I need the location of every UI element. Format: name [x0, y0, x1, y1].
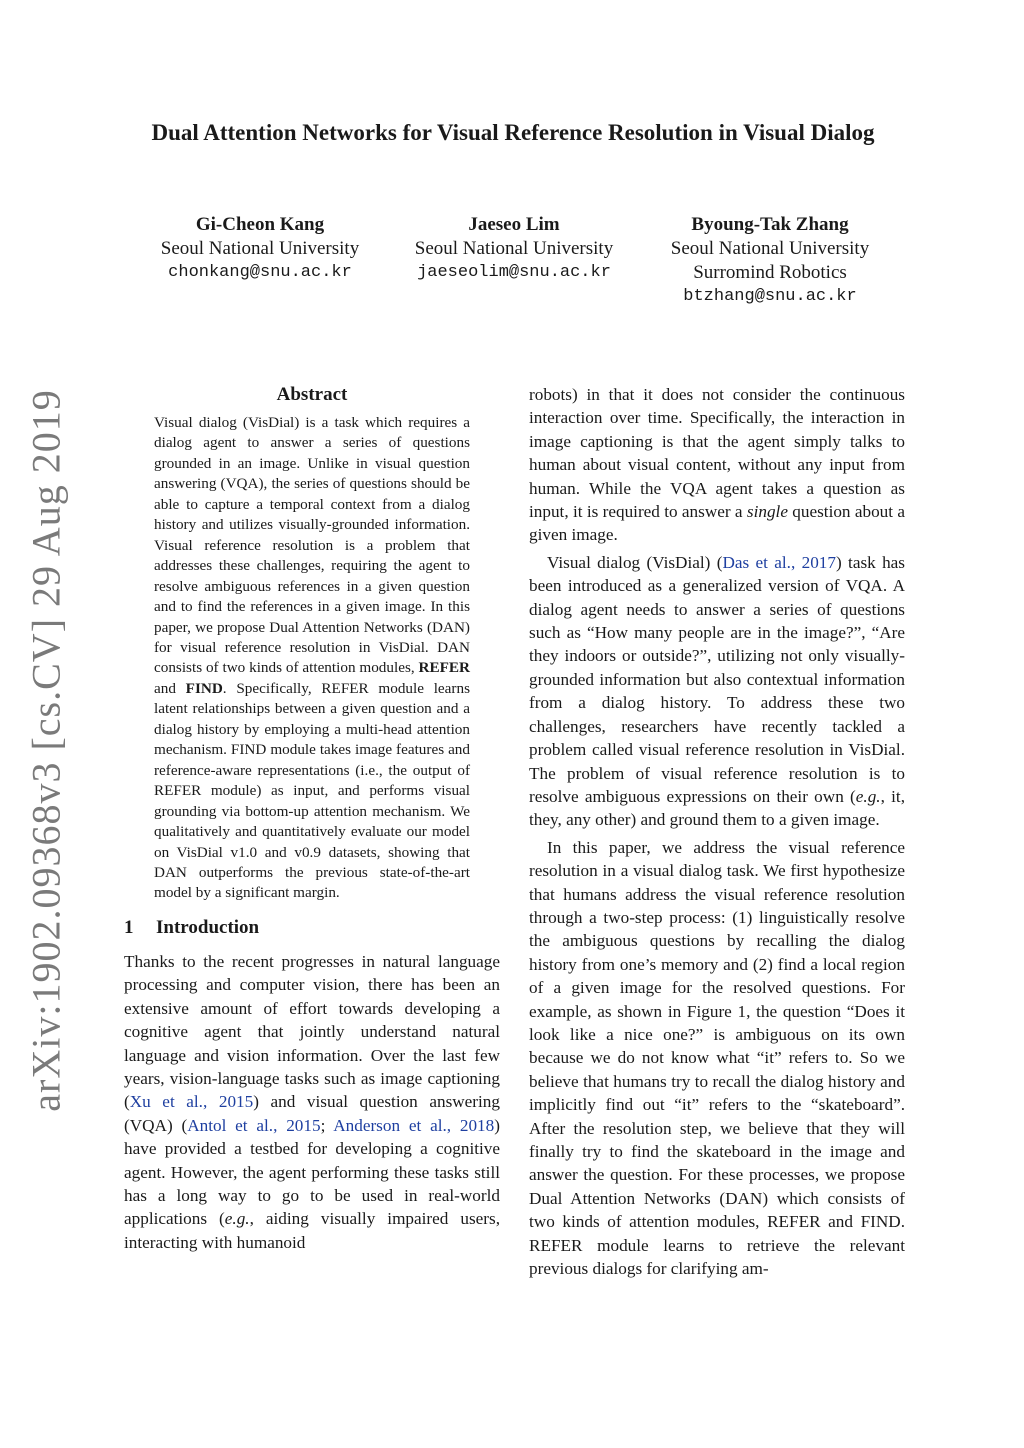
- author-name: Gi-Cheon Kang: [195, 214, 325, 235]
- intro-paragraph-3: In this paper, we address the visual reference resolution in a visual dialog task. We first hypothesize that humans address the visual reference resolution through a two-step process: (1) linguistically resolve the ambiguous questions by recalling the dialog history from one’s memory and (2) find a local region of a given image for the resolved questions. For example, as shown in Figure 1, the question “Does it look like a nice one?” is ambiguous on its own because we do not know what “it” refers to. So we believe that humans try to recall the dialog history and implicitly find out “it” refers to the “skateboard”. After the resolution step, we believe that they will finally try to find the skateboard in the image and answer the question. For these processes, we propose Dual Attention Networks (DAN) which consists of two kinds of attention modules, REFER and FIND. REFER module learns to retrieve the relevant previous dialogs for clarifying am-: [529, 837, 905, 1279]
- author-affiliation: Seoul National University: [670, 238, 870, 259]
- intro-paragraph-1-part-2: robots) in that it does not consider the continuous interaction over time. Specifically, the interaction in image captioning is that the agent simply talks to human about visual content, without any input from human. While the VQA agent takes a question as input, it is required to answer a single question about a given image.: [529, 385, 905, 545]
- author-affiliation: Seoul National University: [414, 238, 614, 259]
- arxiv-identifier: arXiv:1902.09368v3 [cs.CV] 29 Aug 2019: [23, 388, 69, 1112]
- left-column: [124, 383, 500, 1254]
- author-affiliation-2: Surromind Robotics: [693, 262, 847, 283]
- author-3: [655, 213, 885, 309]
- citation-das-2017[interactable]: Das et al., 2017: [722, 552, 836, 572]
- intro-paragraph-2: Visual dialog (VisDial) (Das et al., 2017) task has been introduced as a generalized version of VQA. A dialog agent needs to answer a series of questions such as “How many people are in the image?”, “Are they indoors or outside?”, utilizing not only visually-grounded information but also contextual information from a dialog history. To address these two challenges, researchers have recently tackled a problem called visual reference resolution in VisDial. The problem of visual reference resolution is to resolve ambiguous expressions on their own (e.g., it, they, any other) and ground them to a given image.: [529, 552, 905, 830]
- find-term: FIND: [185, 679, 223, 697]
- citation-xu-2015[interactable]: Xu et al., 2015: [129, 1092, 254, 1112]
- intro-paragraph-1-part-1: Thanks to the recent progresses in natural language processing and computer vision, there has been an extensive amount of effort towards developing a cognitive agent that jointly understand natural language and vision information. Over the last few years, vision-language tasks such as image captioning (Xu et al., 2015) and visual question answering (VQA) (Antol et al., 2015; Anderson et al., 2018) have provided a testbed for developing a cognitive agent. However, the agent performing these tasks still has a long way to go to be used in real-world applications (e.g., aiding visually impaired users, interacting with humanoid: [124, 951, 500, 1252]
- author-1: [140, 213, 380, 285]
- abstract-heading: Abstract: [276, 384, 348, 405]
- abstract-body: Visual dialog (VisDial) is a task which requires a dialog agent to answer a series of questions grounded in an image. Unlike in visual question answering (VQA), the series of questions should be able to capture a temporal context from a dialog history and utilizes visually-grounded information. Visual reference resolution is a problem that addresses these challenges, requiring the agent to resolve ambiguous references in a given question and to find the references in a given image. In this paper, we propose Dual Attention Networks (DAN) for visual reference resolution in VisDial. DAN consists of two kinds of attention modules, REFER and FIND. Specifically, REFER module learns latent relationships between a given question and a dialog history by employing a multi-head attention mechanism. FIND module takes image features and reference-aware representations (i.e., the output of REFER module) as input, and performs visual grounding via bottom-up attention mechanism. We qualitatively and quantitatively evaluate our model on VisDial v1.0 and v0.9 datasets, showing that DAN outperforms the previous state-of-the-art model by a significant margin.: [154, 414, 470, 902]
- author-email: jaeseolim@snu.ac.kr: [417, 263, 611, 282]
- citation-anderson-2018[interactable]: Anderson et al., 2018: [333, 1115, 495, 1135]
- citation-antol-2015[interactable]: Antol et al., 2015: [187, 1115, 321, 1135]
- right-column: [529, 383, 905, 1280]
- author-affiliation: Seoul National University: [160, 238, 360, 259]
- author-email: chonkang@snu.ac.kr: [168, 263, 352, 282]
- refer-term: REFER: [418, 659, 470, 677]
- author-name: Jaeseo Lim: [468, 214, 560, 235]
- paper-title: Dual Attention Networks for Visual Reference Resolution in Visual Dialog: [151, 120, 875, 145]
- section-heading-introduction: 1 Introduction: [124, 916, 260, 938]
- author-email: btzhang@snu.ac.kr: [683, 287, 857, 306]
- author-2: [392, 213, 636, 285]
- author-name: Byoung-Tak Zhang: [691, 214, 849, 235]
